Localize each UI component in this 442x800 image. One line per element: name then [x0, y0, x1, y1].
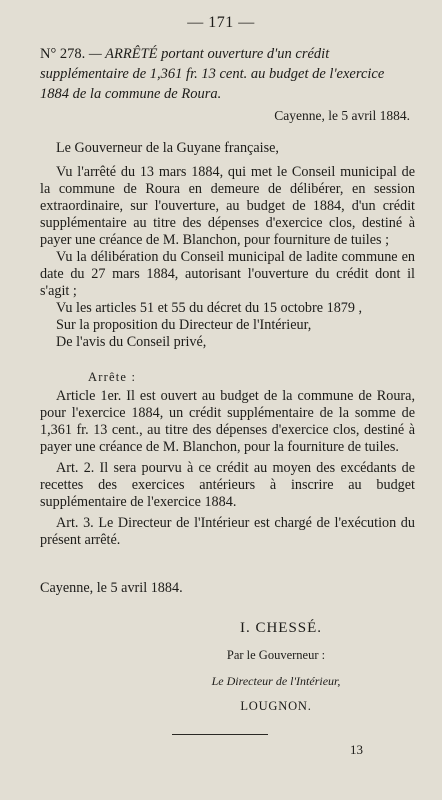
article-1: Article 1er. Il est ouvert au budget de la commune de Roura, pour l'exercice 1884, un crédit supplémentaire de la somme de 1,361 fr. 13 cent., au titre des dépenses d'exercice clos, destiné à payer une créance de M. Blanchon, pour la fourniture de tuiles. [40, 388, 415, 455]
folio-number: 13 [350, 742, 363, 757]
consideration-item: De l'avis du Conseil privé, [56, 334, 207, 350]
consideration-item: Sur la proposition du Directeur de l'Intérieur, [56, 317, 312, 333]
directeur-title: Le Directeur de l'Intérieur, [211, 674, 341, 688]
par-le-gouverneur: Par le Gouverneur : [226, 648, 326, 662]
signoff-date: Cayenne, le 5 avril 1884. [40, 580, 183, 596]
articles [40, 388, 415, 553]
arrete-heading: Arrête : [88, 370, 137, 384]
article-3: Art. 3. Le Directeur de l'Intérieur est chargé de l'exécution du présent arrêté. [40, 515, 415, 548]
governor-line [40, 140, 415, 157]
article-2: Art. 2. Il sera pourvu à ce crédit au moyen des excédants de recettes des exercices antérieurs à inscrire au budget supplémentaire de l'exercice 1884. [40, 460, 415, 510]
page-number: — 171 — [187, 14, 255, 31]
consideration-item: Vu les articles 51 et 55 du décret du 15 octobre 1879 , [56, 300, 363, 316]
consideration-item: Vu la délibération du Conseil municipal de ladite commune en date du 27 mars 1884, autorisant l'ouverture du crédit dont il s'agit ; [40, 249, 415, 299]
considerations [40, 164, 415, 351]
signatory-name: I. CHESSÉ. [239, 620, 323, 636]
decree-title [40, 44, 415, 104]
decree-title-text: — ARRÊTÉ portant ouverture d'un crédit supplémentaire de 1,361 fr. 13 cent. au budget de l'exercice 1884 de la commune de Roura. [40, 46, 385, 102]
directeur-name: LOUGNON. [240, 699, 312, 713]
consideration-item: Vu l'arrêté du 13 mars 1884, qui met le Conseil municipal de la commune de Roura en demeure de délibérer, en session extraordinaire, sur l'ouverture, au budget de 1884, d'un crédit supplémentaire au titre des dépenses d'exercice clos, destiné à payer une créance de M. Blanchon, pour fourniture de tuiles ; [40, 164, 415, 248]
divider-rule [172, 734, 268, 735]
dateline: Cayenne, le 5 avril 1884. [274, 108, 410, 123]
governor-text: Le Gouverneur de la Guyane française, [56, 140, 279, 156]
decree-number: N° 278. [40, 46, 86, 62]
signature-block [0, 620, 442, 714]
